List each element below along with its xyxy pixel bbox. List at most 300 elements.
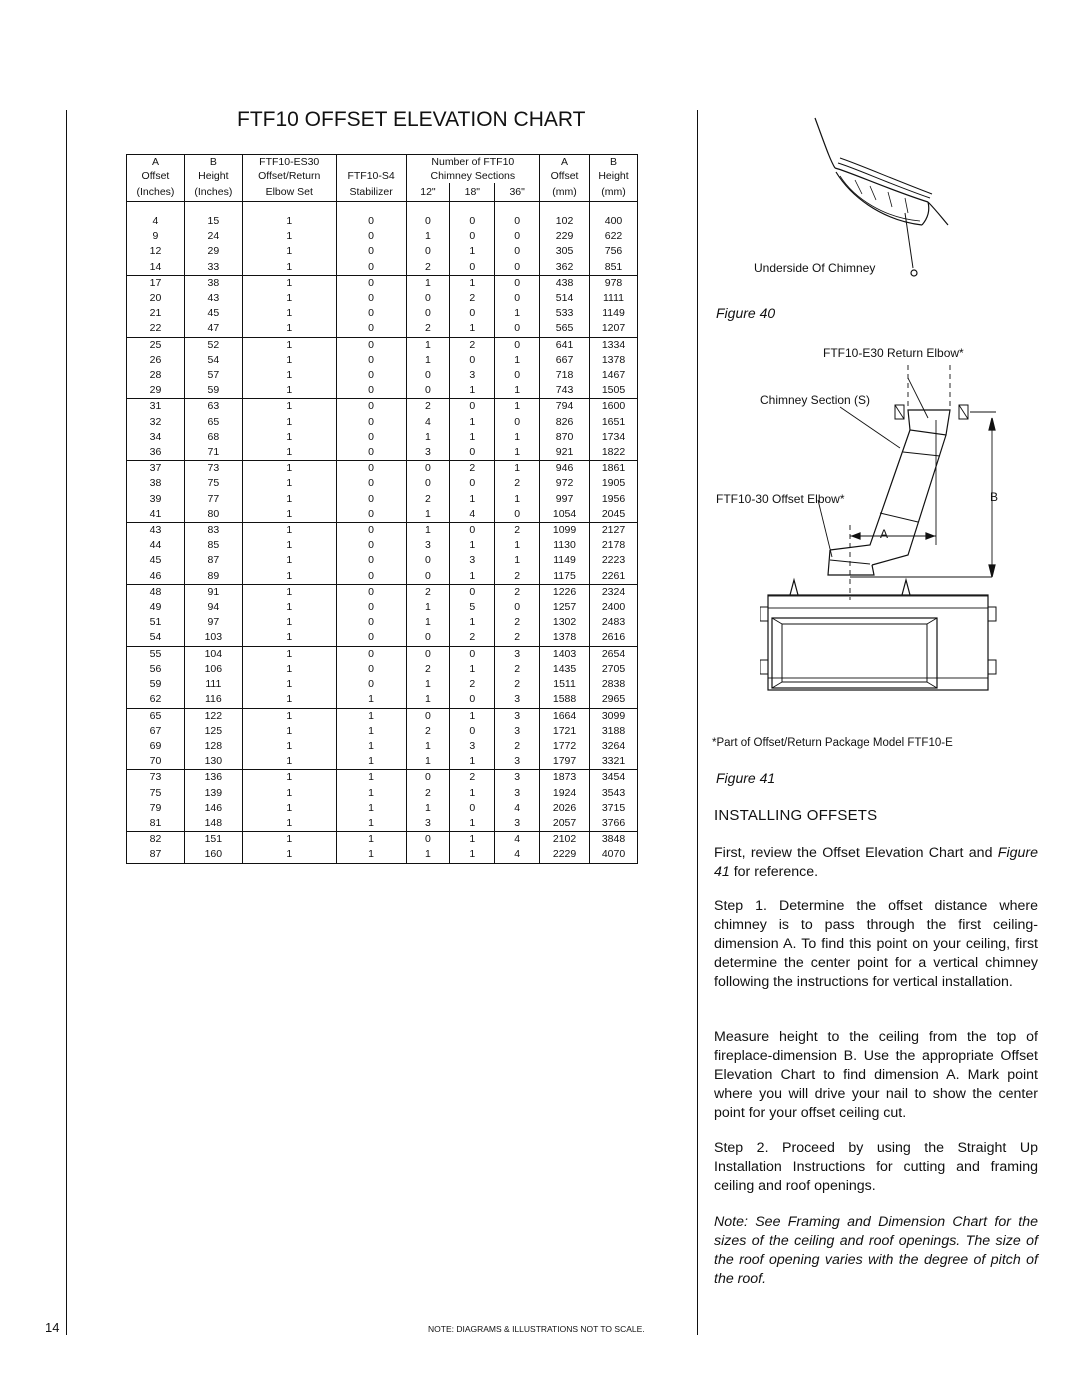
table-cell: 1130 (540, 538, 590, 553)
table-cell: 0 (450, 445, 495, 461)
table-cell: 0 (495, 321, 540, 337)
table-row (127, 786, 638, 801)
table-cell: 3 (495, 646, 540, 662)
table-cell: 1 (242, 692, 336, 708)
table-cell: 1 (495, 538, 540, 553)
table-cell: 70 (127, 754, 185, 770)
table-cell: 3454 (590, 770, 638, 786)
table-cell: 0 (336, 275, 406, 291)
table-cell: 21 (127, 306, 185, 321)
table-cell: 2261 (590, 569, 638, 585)
table-cell: 17 (127, 275, 185, 291)
table-header-row (127, 169, 638, 183)
table-cell: 0 (336, 492, 406, 507)
table-cell: 1226 (540, 584, 590, 600)
table-cell: 1 (242, 353, 336, 368)
table-cell: 1905 (590, 476, 638, 491)
table-cell: 26 (127, 353, 185, 368)
table-cell: 20 (127, 291, 185, 306)
table-cell: 54 (127, 630, 185, 646)
table-cell: 1 (495, 461, 540, 477)
table-cell: 128 (184, 739, 242, 754)
table-cell: 1 (336, 786, 406, 801)
table-row (127, 847, 638, 863)
table-cell: 2 (406, 321, 450, 337)
table-cell: 1 (450, 754, 495, 770)
table-cell: 0 (336, 291, 406, 306)
footer-note: NOTE: DIAGRAMS & ILLUSTRATIONS NOT TO SCALE. (428, 1324, 645, 1334)
table-cell: 0 (450, 692, 495, 708)
table-cell: 73 (127, 770, 185, 786)
table-row (127, 692, 638, 708)
table-cell: 5 (450, 600, 495, 615)
table-cell: 1 (495, 353, 540, 368)
figure-40-caption: Figure 40 (716, 305, 776, 321)
table-cell: 2 (406, 584, 450, 600)
table-cell: 997 (540, 492, 590, 507)
table-cell: 1 (242, 306, 336, 321)
table-cell: 3 (495, 692, 540, 708)
table-cell: 25 (127, 337, 185, 353)
table-cell: 0 (450, 476, 495, 491)
figure-41-offset-installation-drawing (760, 360, 1005, 725)
table-cell: 59 (184, 383, 242, 399)
table-cell: 1 (242, 321, 336, 337)
table-cell: 1 (450, 538, 495, 553)
table-cell: 1 (242, 507, 336, 523)
table-cell: 2 (495, 630, 540, 646)
table-cell: 31 (127, 399, 185, 415)
table-cell: 1 (242, 739, 336, 754)
table-cell: 3848 (590, 832, 638, 848)
header-cell: 36" (495, 183, 540, 202)
table-cell: 12 (127, 244, 185, 259)
table-cell: 0 (406, 569, 450, 585)
table-row (127, 630, 638, 646)
table-cell: 22 (127, 321, 185, 337)
table-cell: 51 (127, 615, 185, 630)
table-cell: 1 (450, 708, 495, 724)
table-cell: 400 (590, 214, 638, 229)
table-cell: 1149 (540, 553, 590, 568)
table-cell: 1 (242, 415, 336, 430)
figure-41-caption: Figure 41 (716, 770, 776, 786)
table-cell: 49 (127, 600, 185, 615)
header-cell: (mm) (590, 183, 638, 202)
table-cell: 1 (450, 275, 495, 291)
table-cell: 24 (184, 229, 242, 244)
figure-reference: Figure 41 (714, 845, 1038, 880)
table-cell: 77 (184, 492, 242, 507)
table-cell: 2026 (540, 801, 590, 816)
table-cell: 38 (127, 476, 185, 491)
table-cell: 1 (242, 646, 336, 662)
table-cell: 1435 (540, 662, 590, 677)
table-cell: 1467 (590, 368, 638, 383)
table-cell: 102 (540, 214, 590, 229)
table-cell: 1 (336, 739, 406, 754)
table-cell: 0 (336, 229, 406, 244)
table-row (127, 229, 638, 244)
table-cell: 0 (406, 461, 450, 477)
table-cell: 2178 (590, 538, 638, 553)
table-cell: 0 (406, 708, 450, 724)
table-cell: 2 (450, 677, 495, 692)
table-cell: 94 (184, 600, 242, 615)
table-cell: 45 (184, 306, 242, 321)
table-cell: 1 (450, 321, 495, 337)
figure-41-label-return-elbow: FTF10-E30 Return Elbow* (823, 346, 964, 360)
table-cell: 34 (127, 430, 185, 445)
table-cell: 1505 (590, 383, 638, 399)
table-cell: 1 (406, 507, 450, 523)
table-cell: 2 (450, 630, 495, 646)
table-cell: 0 (450, 584, 495, 600)
table-cell: 870 (540, 430, 590, 445)
table-cell: 1 (242, 445, 336, 461)
table-cell: 111 (184, 677, 242, 692)
table-cell: 0 (495, 291, 540, 306)
table-cell: 1378 (590, 353, 638, 368)
table-cell: 2 (406, 724, 450, 739)
table-cell: 1511 (540, 677, 590, 692)
table-cell: 15 (184, 214, 242, 229)
table-cell: 0 (450, 353, 495, 368)
table-cell: 0 (406, 630, 450, 646)
table-cell: 2 (450, 291, 495, 306)
table-cell: 0 (336, 383, 406, 399)
table-cell: 0 (450, 229, 495, 244)
table-cell: 2 (450, 337, 495, 353)
table-cell: 3543 (590, 786, 638, 801)
table-row (127, 461, 638, 477)
table-cell: 3 (450, 739, 495, 754)
table-cell: 1 (242, 492, 336, 507)
table-row (127, 445, 638, 461)
table-cell: 0 (450, 523, 495, 539)
table-cell: 0 (495, 214, 540, 229)
table-cell: 4 (495, 847, 540, 863)
table-cell: 1734 (590, 430, 638, 445)
table-row (127, 832, 638, 848)
table-cell: 1 (242, 708, 336, 724)
table-cell: 3715 (590, 801, 638, 816)
table-cell: 0 (336, 615, 406, 630)
table-cell: 3 (406, 816, 450, 832)
table-spacer-row (127, 202, 638, 215)
table-cell: 0 (495, 244, 540, 259)
table-cell: 0 (336, 430, 406, 445)
table-row (127, 214, 638, 229)
table-cell: 1 (242, 553, 336, 568)
table-cell: 0 (450, 260, 495, 276)
table-cell: 2 (495, 677, 540, 692)
table-cell: 743 (540, 383, 590, 399)
table-cell: 1600 (590, 399, 638, 415)
header-cell: A (540, 155, 590, 170)
table-cell: 1 (242, 786, 336, 801)
header-cell: Chimney Sections (406, 169, 540, 183)
table-cell: 3 (406, 445, 450, 461)
header-cell: 12" (406, 183, 450, 202)
table-cell: 1 (242, 399, 336, 415)
table-cell: 2400 (590, 600, 638, 615)
table-row (127, 801, 638, 816)
table-cell: 54 (184, 353, 242, 368)
table-cell: 0 (336, 321, 406, 337)
table-cell: 2 (406, 786, 450, 801)
table-cell: 1 (242, 260, 336, 276)
table-cell: 0 (336, 368, 406, 383)
table-cell: 1207 (590, 321, 638, 337)
table-cell: 0 (336, 569, 406, 585)
table-cell: 1403 (540, 646, 590, 662)
table-cell: 47 (184, 321, 242, 337)
table-cell: 1 (336, 801, 406, 816)
table-cell: 0 (406, 291, 450, 306)
table-cell: 87 (127, 847, 185, 863)
table-cell: 1334 (590, 337, 638, 353)
table-cell: 1 (242, 770, 336, 786)
table-cell: 1 (242, 847, 336, 863)
table-cell: 1 (450, 816, 495, 832)
table-cell: 33 (184, 260, 242, 276)
table-row (127, 492, 638, 507)
table-cell: 0 (450, 214, 495, 229)
table-cell: 73 (184, 461, 242, 477)
table-cell: 2 (495, 523, 540, 539)
table-cell: 1111 (590, 291, 638, 306)
table-cell: 0 (406, 383, 450, 399)
table-cell: 1 (336, 708, 406, 724)
table-cell: 3264 (590, 739, 638, 754)
table-row (127, 770, 638, 786)
page-title: FTF10 OFFSET ELEVATION CHART (237, 108, 586, 131)
table-cell: 718 (540, 368, 590, 383)
table-cell: 1 (242, 214, 336, 229)
table-cell: 3 (450, 368, 495, 383)
table-cell: 106 (184, 662, 242, 677)
table-row (127, 321, 638, 337)
figure-41-footnote: *Part of Offset/Return Package Model FTF10-E (712, 737, 953, 749)
table-cell: 1 (495, 430, 540, 445)
table-cell: 0 (495, 600, 540, 615)
center-divider-rule (697, 110, 698, 1335)
table-cell: 946 (540, 461, 590, 477)
table-cell: 0 (406, 770, 450, 786)
table-header-row (127, 155, 638, 170)
table-cell: 1 (406, 692, 450, 708)
table-cell: 1 (336, 692, 406, 708)
table-cell: 0 (495, 368, 540, 383)
table-cell: 1588 (540, 692, 590, 708)
table-cell: 71 (184, 445, 242, 461)
table-cell: 75 (127, 786, 185, 801)
table-cell: 52 (184, 337, 242, 353)
table-cell: 1873 (540, 770, 590, 786)
table-cell: 2 (450, 461, 495, 477)
header-cell: Height (590, 169, 638, 183)
table-row (127, 569, 638, 585)
header-cell: (mm) (540, 183, 590, 202)
table-cell: 87 (184, 553, 242, 568)
table-cell: 1099 (540, 523, 590, 539)
table-row (127, 553, 638, 568)
table-cell: 3 (406, 538, 450, 553)
table-row (127, 275, 638, 291)
table-cell: 146 (184, 801, 242, 816)
header-cell (336, 155, 406, 170)
table-cell: 1 (242, 615, 336, 630)
table-cell: 2965 (590, 692, 638, 708)
table-cell: 79 (127, 801, 185, 816)
table-cell: 641 (540, 337, 590, 353)
table-row (127, 383, 638, 399)
table-cell: 48 (127, 584, 185, 600)
table-cell: 1 (242, 275, 336, 291)
table-cell: 978 (590, 275, 638, 291)
table-cell: 62 (127, 692, 185, 708)
table-cell: 130 (184, 754, 242, 770)
table-cell: 1 (406, 337, 450, 353)
table-cell: 56 (127, 662, 185, 677)
table-cell: 0 (406, 832, 450, 848)
header-cell: Number of FTF10 (406, 155, 540, 170)
table-cell: 1 (450, 662, 495, 677)
table-cell: 794 (540, 399, 590, 415)
table-cell: 91 (184, 584, 242, 600)
table-row (127, 430, 638, 445)
table-row (127, 754, 638, 770)
figure-41-label-chimney-section: Chimney Section (S) (760, 393, 871, 407)
table-cell: 0 (336, 600, 406, 615)
table-cell: 29 (127, 383, 185, 399)
table-body (127, 214, 638, 863)
table-cell: 59 (127, 677, 185, 692)
step-2-paragraph: Step 2. Proceed by using the Straight Up Installation Instructions for cutting and framing ceiling and roof openings. (714, 1140, 1038, 1194)
table-cell: 36 (127, 445, 185, 461)
table-cell: 2 (406, 492, 450, 507)
table-cell: 1 (242, 630, 336, 646)
table-row (127, 538, 638, 553)
table-cell: 1149 (590, 306, 638, 321)
table-cell: 0 (495, 275, 540, 291)
header-cell: Offset (540, 169, 590, 183)
table-cell: 41 (127, 507, 185, 523)
table-cell: 2 (495, 569, 540, 585)
figure-41-label-a: A (880, 527, 889, 541)
table-cell: 0 (450, 724, 495, 739)
table-cell: 1 (242, 461, 336, 477)
table-cell: 116 (184, 692, 242, 708)
table-cell: 4 (495, 832, 540, 848)
table-cell: 0 (336, 306, 406, 321)
header-cell: A (127, 155, 185, 170)
table-cell: 0 (336, 523, 406, 539)
table-row (127, 739, 638, 754)
table-cell: 1378 (540, 630, 590, 646)
table-cell: 4 (127, 214, 185, 229)
table-cell: 3 (495, 754, 540, 770)
table-cell: 1 (242, 724, 336, 739)
table-row (127, 816, 638, 832)
table-row (127, 244, 638, 259)
figure-41-label-offset-elbow: FTF10-30 Offset Elbow* (716, 492, 845, 506)
table-cell: 104 (184, 646, 242, 662)
table-cell: 38 (184, 275, 242, 291)
table-cell: 1 (450, 847, 495, 863)
table-cell: 3 (495, 724, 540, 739)
table-cell: 2045 (590, 507, 638, 523)
table-cell: 0 (336, 353, 406, 368)
table-cell: 921 (540, 445, 590, 461)
table-cell: 0 (495, 415, 540, 430)
table-cell: 1257 (540, 600, 590, 615)
table-cell: 82 (127, 832, 185, 848)
table-cell: 0 (450, 801, 495, 816)
table-cell: 1 (450, 383, 495, 399)
table-cell: 0 (495, 507, 540, 523)
header-cell: FTF10-ES30 (242, 155, 336, 170)
table-cell: 1861 (590, 461, 638, 477)
table-cell: 1 (242, 832, 336, 848)
table-cell: 1 (450, 832, 495, 848)
table-cell: 1 (242, 229, 336, 244)
table-row (127, 677, 638, 692)
table-row (127, 507, 638, 523)
table-cell: 55 (127, 646, 185, 662)
intro-text: First, review the Offset Elevation Chart and (714, 845, 998, 861)
table-cell: 9 (127, 229, 185, 244)
header-cell: B (590, 155, 638, 170)
note-paragraph: Note: See Framing and Dimension Chart for the sizes of the ceiling and roof openings. The size of the roof opening varies with the degree of pitch of the roof. (714, 1214, 1038, 1287)
table-row (127, 584, 638, 600)
table-cell: 3099 (590, 708, 638, 724)
table-cell: 1 (450, 244, 495, 259)
table-cell: 1 (406, 523, 450, 539)
table-cell: 1 (450, 569, 495, 585)
table-cell: 1 (242, 291, 336, 306)
table-cell: 44 (127, 538, 185, 553)
table-cell: 0 (406, 244, 450, 259)
table-cell: 1 (406, 615, 450, 630)
table-cell: 1 (242, 476, 336, 491)
table-cell: 2 (495, 476, 540, 491)
table-cell: 43 (184, 291, 242, 306)
figure-41-label-b: B (990, 490, 999, 504)
table-cell: 1 (406, 739, 450, 754)
figure-40-label: Underside Of Chimney (754, 261, 876, 275)
table-cell: 1 (495, 553, 540, 568)
table-cell: 0 (450, 306, 495, 321)
table-cell: 1 (242, 538, 336, 553)
table-cell: 1772 (540, 739, 590, 754)
table-row (127, 306, 638, 321)
table-row (127, 523, 638, 539)
table-cell: 0 (336, 646, 406, 662)
table-cell: 533 (540, 306, 590, 321)
table-cell: 1721 (540, 724, 590, 739)
table-cell: 68 (184, 430, 242, 445)
table-cell: 1 (242, 383, 336, 399)
table-cell: 160 (184, 847, 242, 863)
table-cell: 0 (406, 646, 450, 662)
header-cell: Stabilizer (336, 183, 406, 202)
table-cell: 1 (406, 430, 450, 445)
header-cell: (Inches) (184, 183, 242, 202)
table-cell: 438 (540, 275, 590, 291)
table-cell: 4070 (590, 847, 638, 863)
